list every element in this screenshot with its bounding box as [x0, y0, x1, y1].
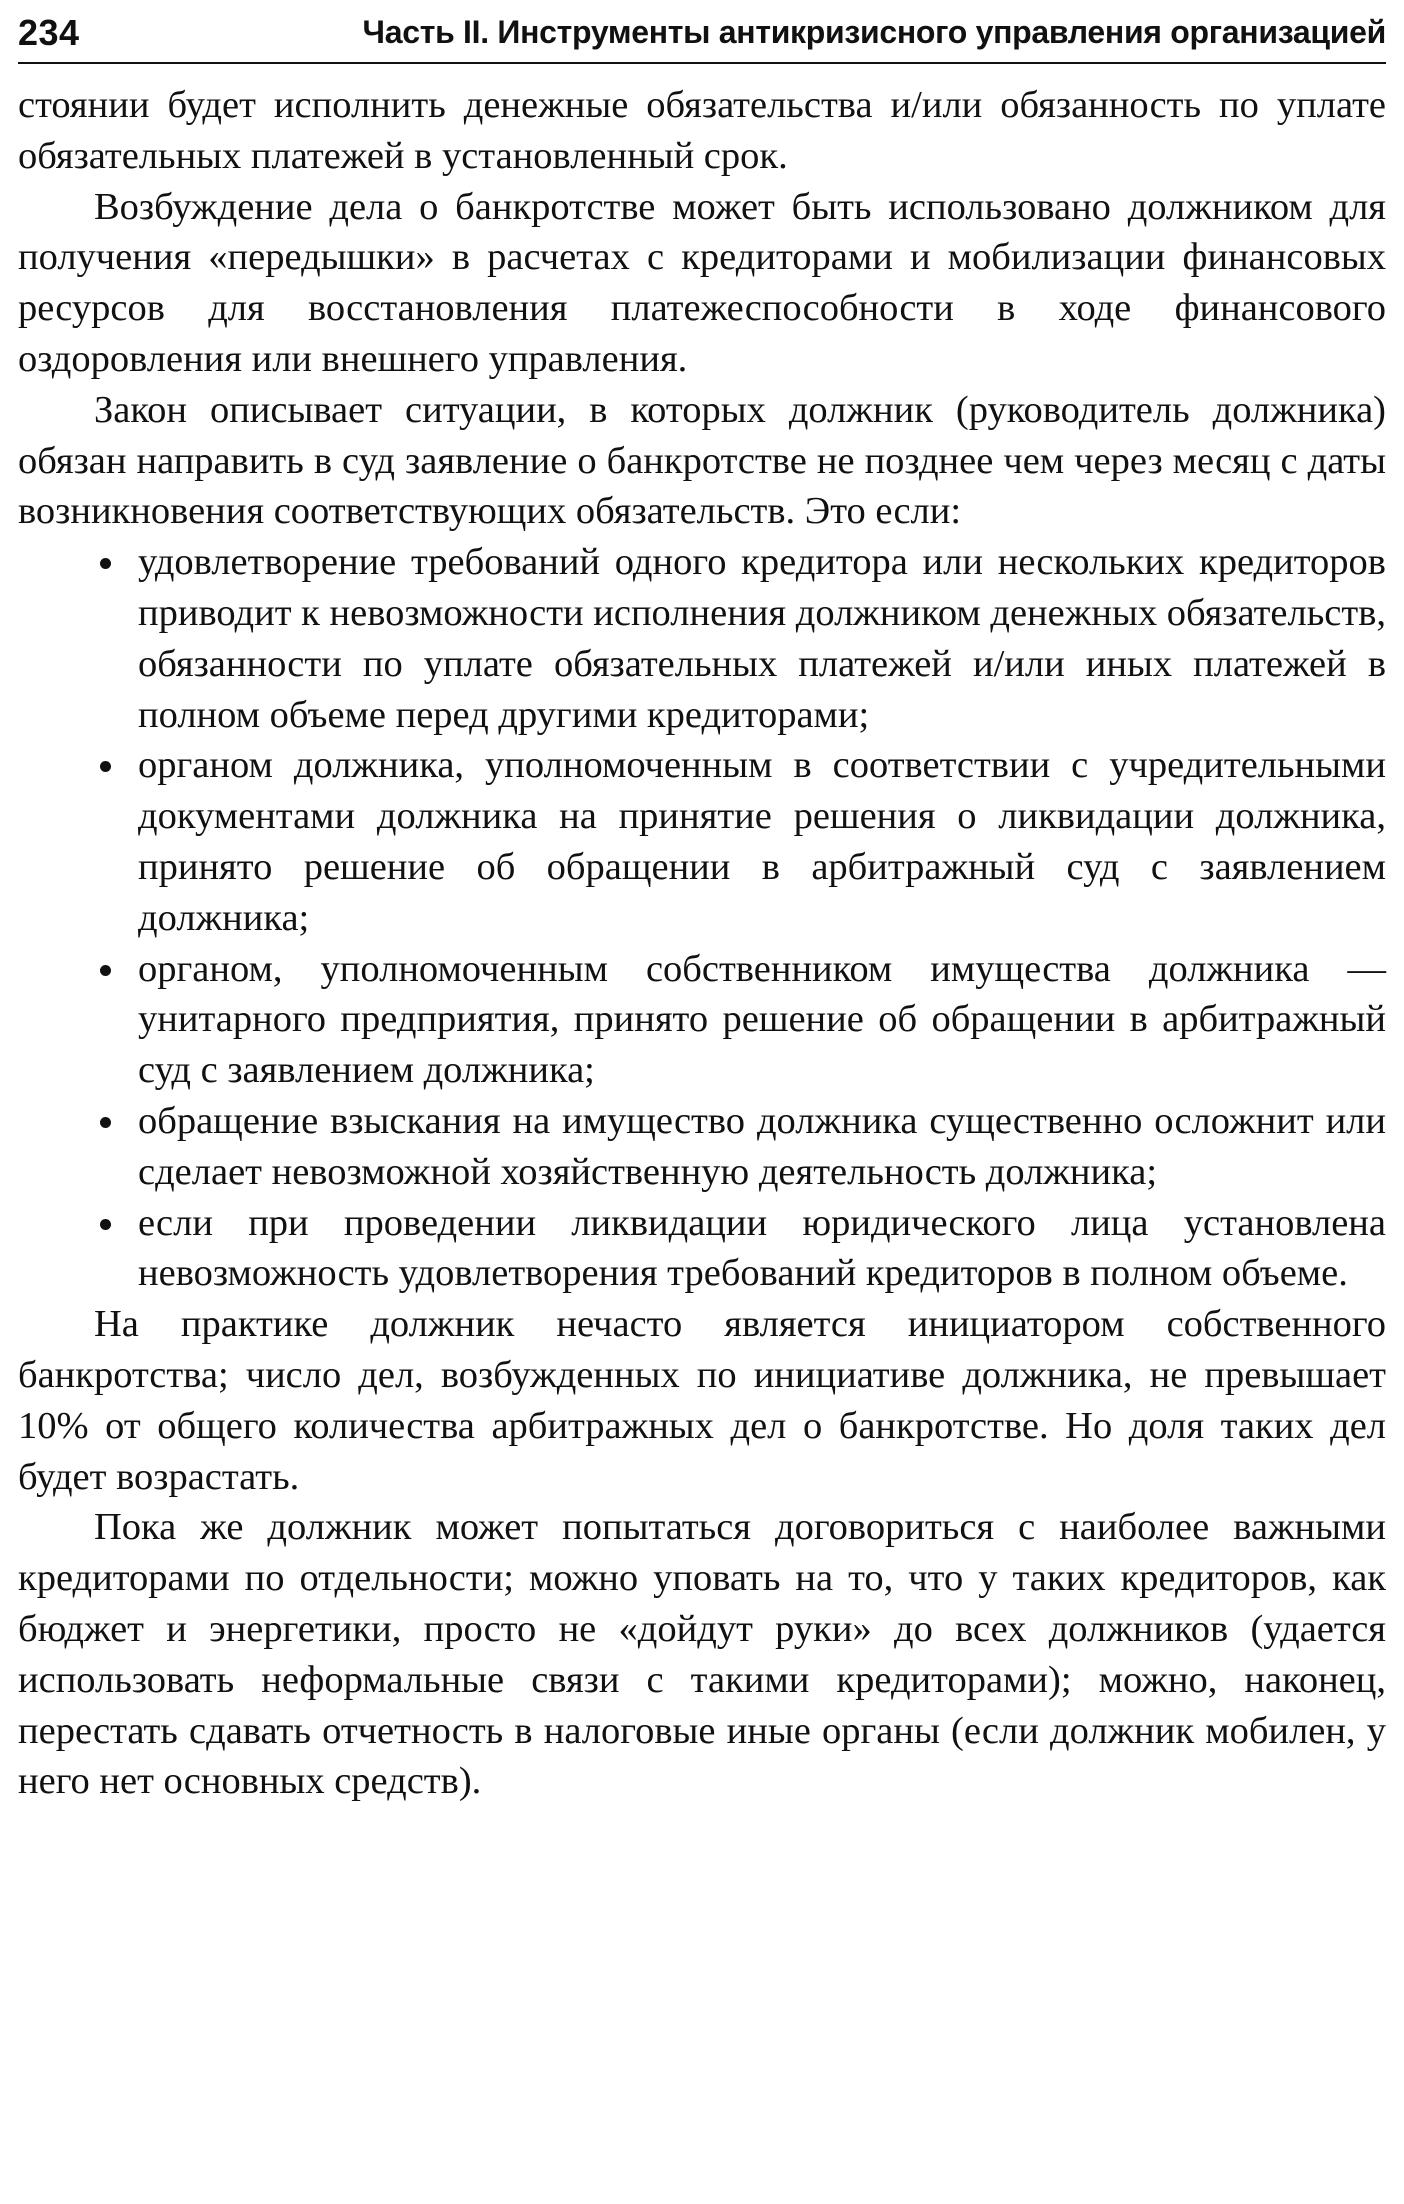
bullet-item [18, 740, 1386, 943]
paragraph-continued: стоянии будет исполнить денежные обязательства и/или обязанность по уплате обязательных платежей в установленный срок. [18, 84, 1386, 177]
bullet-list [18, 537, 1386, 1299]
bullet-item [18, 537, 1386, 740]
paragraph: Возбуждение дела о банкротстве может быть использовано должником для получения «передышки» в расчетах с кредиторами и мобилизации финансовых ресурсов для восстановления платежеспособности в ходе финансового оздоровления или внешнего управления. [18, 185, 1386, 380]
bullet-text: удовлетворение требований одного кредитора или нескольких кредиторов приводит к невозможности исполнения должником денежных обязательств, обязанности по уплате обязательных платежей и/или иных платежей в полном объеме перед другими кредиторами; [138, 541, 1386, 736]
paragraph: На практике должник нечасто является инициатором собственного банкротства; число дел, возбужденных по инициативе должника, не превышает 10% от общего количества арбитражных дел о банкротстве. Но доля таких дел будет возрастать. [18, 1303, 1386, 1498]
running-title: Часть II. Инструменты антикризисного управления организацией [362, 14, 1386, 50]
page-number: 234 [18, 12, 80, 53]
bullet-item [18, 1198, 1386, 1300]
bullet-text: если при проведении ликвидации юридического лица установлена невозможность удовлетворения требований кредиторов в полном объеме. [138, 1201, 1386, 1295]
book-page [18, 0, 1386, 1807]
running-head [18, 0, 1386, 64]
paragraph: Пока же должник может попытаться договориться с наиболее важными кредиторами по отдельности; можно уповать на то, что у таких кредиторов, как бюджет и энергетики, просто не «дойдут руки» до всех должников (удается использовать неформальные связи с такими кредиторами); можно, наконец, перестать сдавать отчетность в налоговые иные органы (если должник мобилен, у него нет основных средств). [18, 1506, 1386, 1803]
bullet-item [18, 944, 1386, 1096]
bullet-text: обращение взыскания на имущество должника существенно осложнит или сделает невозможной хозяйственную деятельность должника; [138, 1099, 1386, 1193]
bullet-item [18, 1096, 1386, 1198]
body-text [18, 80, 1386, 1807]
paragraph: Закон описывает ситуации, в которых должник (руководитель должника) обязан направить в суд заявление о банкротстве не позднее чем через месяц с даты возникновения соответствующих обязательств. Это если: [18, 388, 1386, 533]
bullet-text: органом, уполномоченным собственником имущества должника — унитарного предприятия, принято решение об обращении в арбитражный суд с заявлением должника; [138, 947, 1386, 1092]
bullet-text: органом должника, уполномоченным в соответствии с учредительными документами должника на принятие решения о ликвидации должника, принято решение об обращении в арбитражный суд с заявлением должника; [138, 744, 1386, 939]
